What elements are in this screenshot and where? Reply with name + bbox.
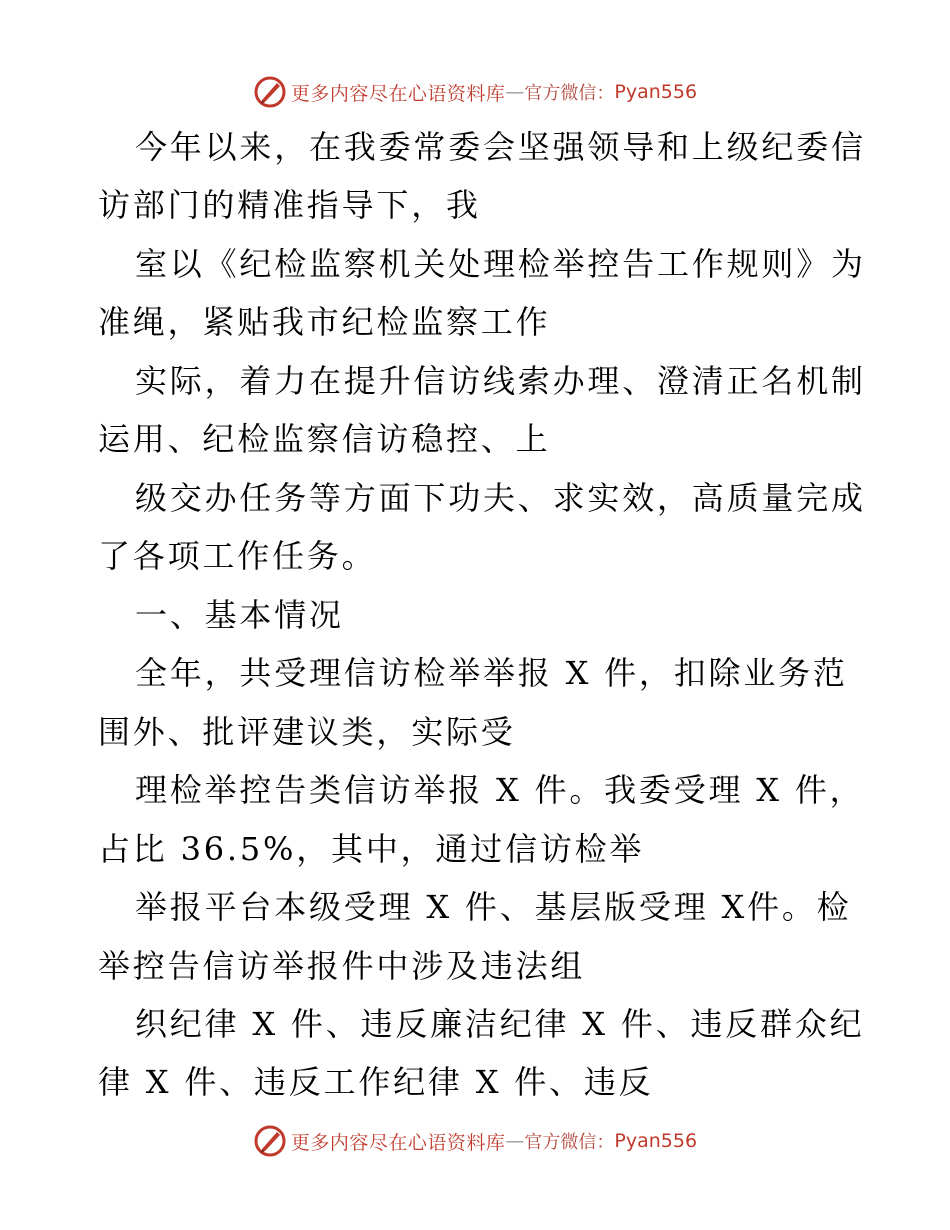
watermark-label: 官方微信：: [524, 1132, 615, 1153]
section-heading: 一、基本情况: [135, 596, 344, 634]
text-line: 举控告信访举报件中涉及违法组: [98, 947, 586, 985]
text-line: 举报平台本级受理 X 件、基层版受理 X件。检: [135, 888, 852, 926]
header-watermark: [0, 72, 950, 112]
footer-watermark: [0, 1121, 950, 1161]
logo-icon: [253, 75, 287, 109]
text-line: 实际，着力在提升信访线索办理、澄清正名机制: [135, 362, 866, 400]
text-line: 今年以来，在我委常委会坚强领导和上级纪委信: [135, 128, 866, 166]
text-line: 访部门的精准指导下，我: [98, 186, 481, 224]
watermark-id: Pyan556: [614, 81, 698, 103]
text-line: 理检举控告类信访举报 X 件。我委受理 X 件，: [135, 771, 865, 809]
text-line: 运用、纪检监察信访稳控、上: [98, 420, 551, 458]
text-line: 织纪律 X 件、违反廉洁纪律 X 件、违反群众纪: [135, 1005, 865, 1043]
watermark-separator: —: [505, 81, 525, 103]
text-line: 占比 36.5%，其中，通过信访检举: [98, 830, 645, 868]
text-line: 围外、批评建议类，实际受: [98, 713, 516, 751]
watermark-brand: 更多内容尽在心语资料库: [290, 1131, 506, 1154]
watermark-separator: —: [505, 1130, 525, 1152]
watermark-brand: 更多内容尽在心语资料库: [290, 82, 506, 105]
text-line: 室以《纪检监察机关处理检举控告工作规则》为: [135, 245, 866, 283]
text-line: 了各项工作任务。: [98, 537, 377, 575]
text-line: 全年，共受理信访检举举报 X 件，扣除业务范: [135, 654, 848, 692]
logo-icon: [253, 1124, 287, 1158]
watermark-id: Pyan556: [614, 1130, 698, 1152]
text-line: 准绳，紧贴我市纪检监察工作: [98, 303, 551, 341]
text-line: 律 X 件、违反工作纪律 X 件、违反: [98, 1063, 654, 1101]
text-line: 级交办任务等方面下功夫、求实效，高质量完成: [135, 479, 866, 517]
watermark-label: 官方微信：: [524, 83, 615, 104]
